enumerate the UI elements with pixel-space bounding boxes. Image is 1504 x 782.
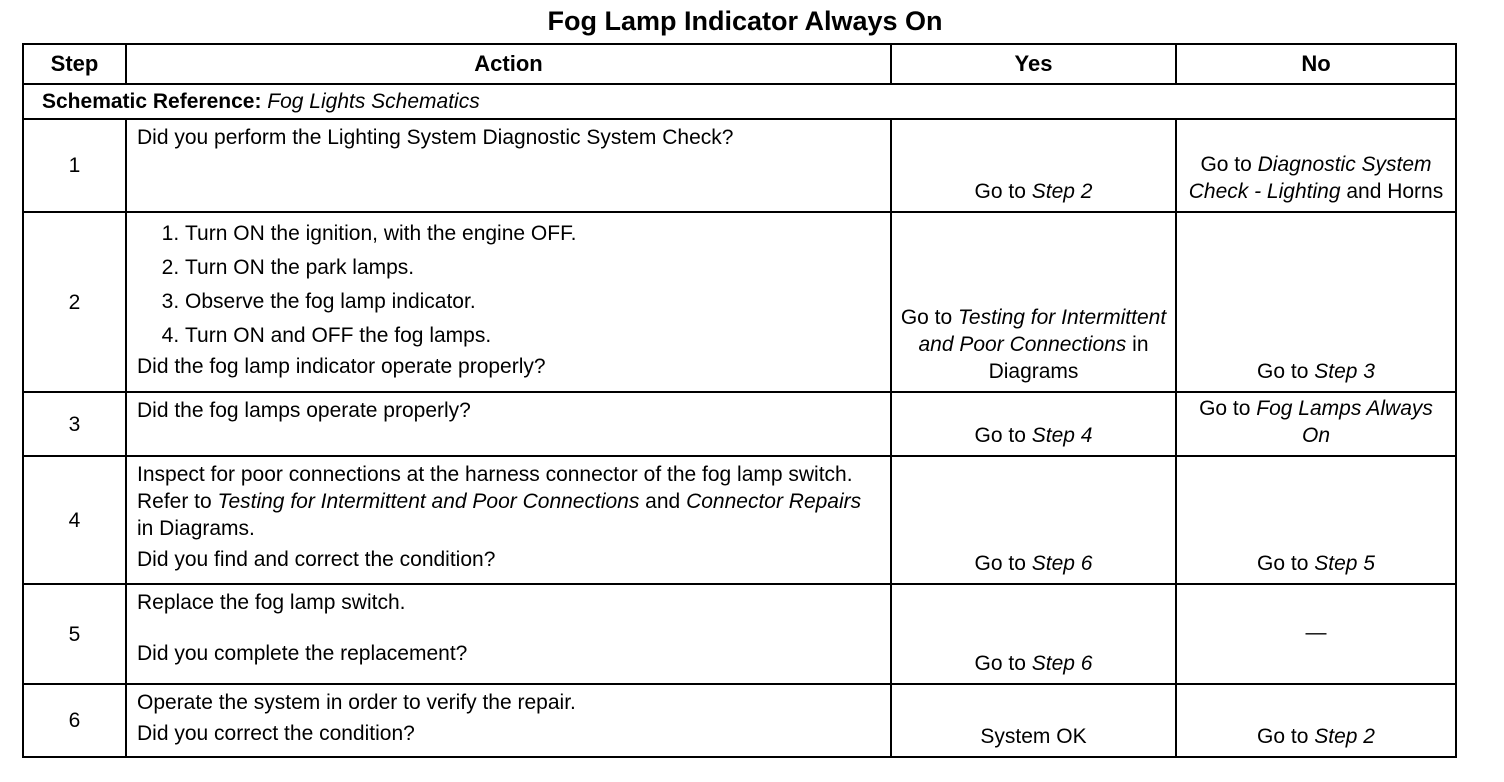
no-prefix: Go to — [1257, 360, 1315, 383]
question-text: Did you complete the replacement? — [137, 642, 468, 665]
substep-item: 4. Turn ON and OFF the fog lamps. — [185, 319, 882, 353]
step-action — [126, 456, 891, 584]
no-link[interactable]: Diagnostic System Check - Lighting — [1188, 153, 1432, 203]
no-prefix: Go to — [1200, 153, 1258, 176]
table-row — [23, 212, 1456, 392]
no-cell — [1176, 392, 1456, 456]
yes-link[interactable]: Step 2 — [1031, 180, 1093, 203]
step-number: 6 — [23, 684, 126, 757]
no-link[interactable]: Step 2 — [1314, 725, 1375, 748]
spacer — [137, 616, 882, 640]
no-link[interactable]: Fog Lamps Always On — [1256, 397, 1433, 447]
step-number: 1 — [23, 119, 126, 212]
table-row — [23, 119, 1456, 212]
step-action — [126, 119, 891, 212]
no-prefix: Go to — [1199, 397, 1257, 420]
yes-prefix: Go to — [900, 306, 959, 329]
substep-item: 2. Turn ON the park lamps. — [185, 251, 882, 285]
no-cell — [1176, 119, 1456, 212]
schematic-reference — [23, 84, 1456, 119]
step-number: 5 — [23, 584, 126, 684]
table-row — [23, 584, 1456, 684]
yes-cell — [891, 212, 1176, 392]
no-link[interactable]: Step 5 — [1314, 552, 1375, 575]
step-number: 4 — [23, 456, 126, 584]
substep-item: 1. Turn ON the ignition, with the engine OFF. — [185, 217, 882, 251]
action-text-part: in Diagrams. — [137, 517, 255, 540]
no-cell — [1176, 456, 1456, 584]
diagnostic-table — [22, 43, 1457, 758]
no-suffix: and Horns — [1340, 180, 1444, 203]
schematic-label: Schematic Reference: — [42, 90, 262, 113]
yes-text: System OK — [980, 725, 1087, 748]
yes-cell — [891, 584, 1176, 684]
yes-prefix: Go to — [974, 424, 1032, 447]
yes-link[interactable]: Step 4 — [1031, 424, 1093, 447]
action-link[interactable]: Connector Repairs — [686, 490, 862, 513]
action-text-part: Inspect for poor connections at the harness connector of the fog lamp switch. Refer to — [137, 463, 853, 513]
yes-prefix: Go to — [974, 652, 1032, 675]
question-text: Did you correct the condition? — [137, 722, 415, 745]
schematic-row — [23, 84, 1456, 119]
yes-cell — [891, 684, 1176, 757]
yes-cell — [891, 119, 1176, 212]
action-text — [137, 461, 882, 542]
yes-link[interactable]: Testing for Intermittent and Poor Connections — [918, 306, 1167, 356]
step-action — [126, 212, 891, 392]
no-dash: — — [1305, 620, 1327, 644]
substep-item: 3. Observe the fog lamp indicator. — [185, 285, 882, 319]
table-row — [23, 684, 1456, 757]
step-number: 2 — [23, 212, 126, 392]
no-cell — [1176, 212, 1456, 392]
step-action — [126, 684, 891, 757]
step-action — [126, 584, 891, 684]
no-cell — [1176, 684, 1456, 757]
no-cell — [1176, 584, 1456, 684]
header-step: Step — [23, 44, 126, 84]
yes-link[interactable]: Step 6 — [1031, 552, 1093, 575]
header-action: Action — [126, 44, 891, 84]
action-text: Operate the system in order to verify the repair. — [137, 691, 576, 714]
page-title: Fog Lamp Indicator Always On — [547, 6, 943, 36]
yes-suffix: in Diagrams — [988, 333, 1149, 383]
question-text: Did the fog lamp indicator operate properly? — [137, 355, 546, 378]
no-prefix: Go to — [1257, 725, 1315, 748]
schematic-link[interactable]: Fog Lights Schematics — [267, 90, 480, 113]
action-text: Replace the fog lamp switch. — [137, 591, 406, 614]
table-row — [23, 392, 1456, 456]
step-number: 3 — [23, 392, 126, 456]
question-text: Did you find and correct the condition? — [137, 548, 496, 571]
action-link[interactable]: Testing for Intermittent and Poor Connections — [217, 490, 640, 513]
action-text: Did the fog lamps operate properly? — [137, 399, 471, 422]
header-no: No — [1176, 44, 1456, 84]
header-yes: Yes — [891, 44, 1176, 84]
yes-prefix: Go to — [974, 552, 1032, 575]
yes-cell — [891, 456, 1176, 584]
yes-cell — [891, 392, 1176, 456]
table-row — [23, 456, 1456, 584]
no-link[interactable]: Step 3 — [1314, 360, 1375, 383]
no-prefix: Go to — [1257, 552, 1315, 575]
yes-link[interactable]: Step 6 — [1031, 652, 1093, 675]
header-row — [23, 44, 1456, 84]
action-text-part: and — [639, 490, 687, 513]
action-text: Did you perform the Lighting System Diagnostic System Check? — [137, 126, 734, 149]
step-action — [126, 392, 891, 456]
substep-list — [137, 217, 882, 353]
yes-prefix: Go to — [974, 180, 1032, 203]
